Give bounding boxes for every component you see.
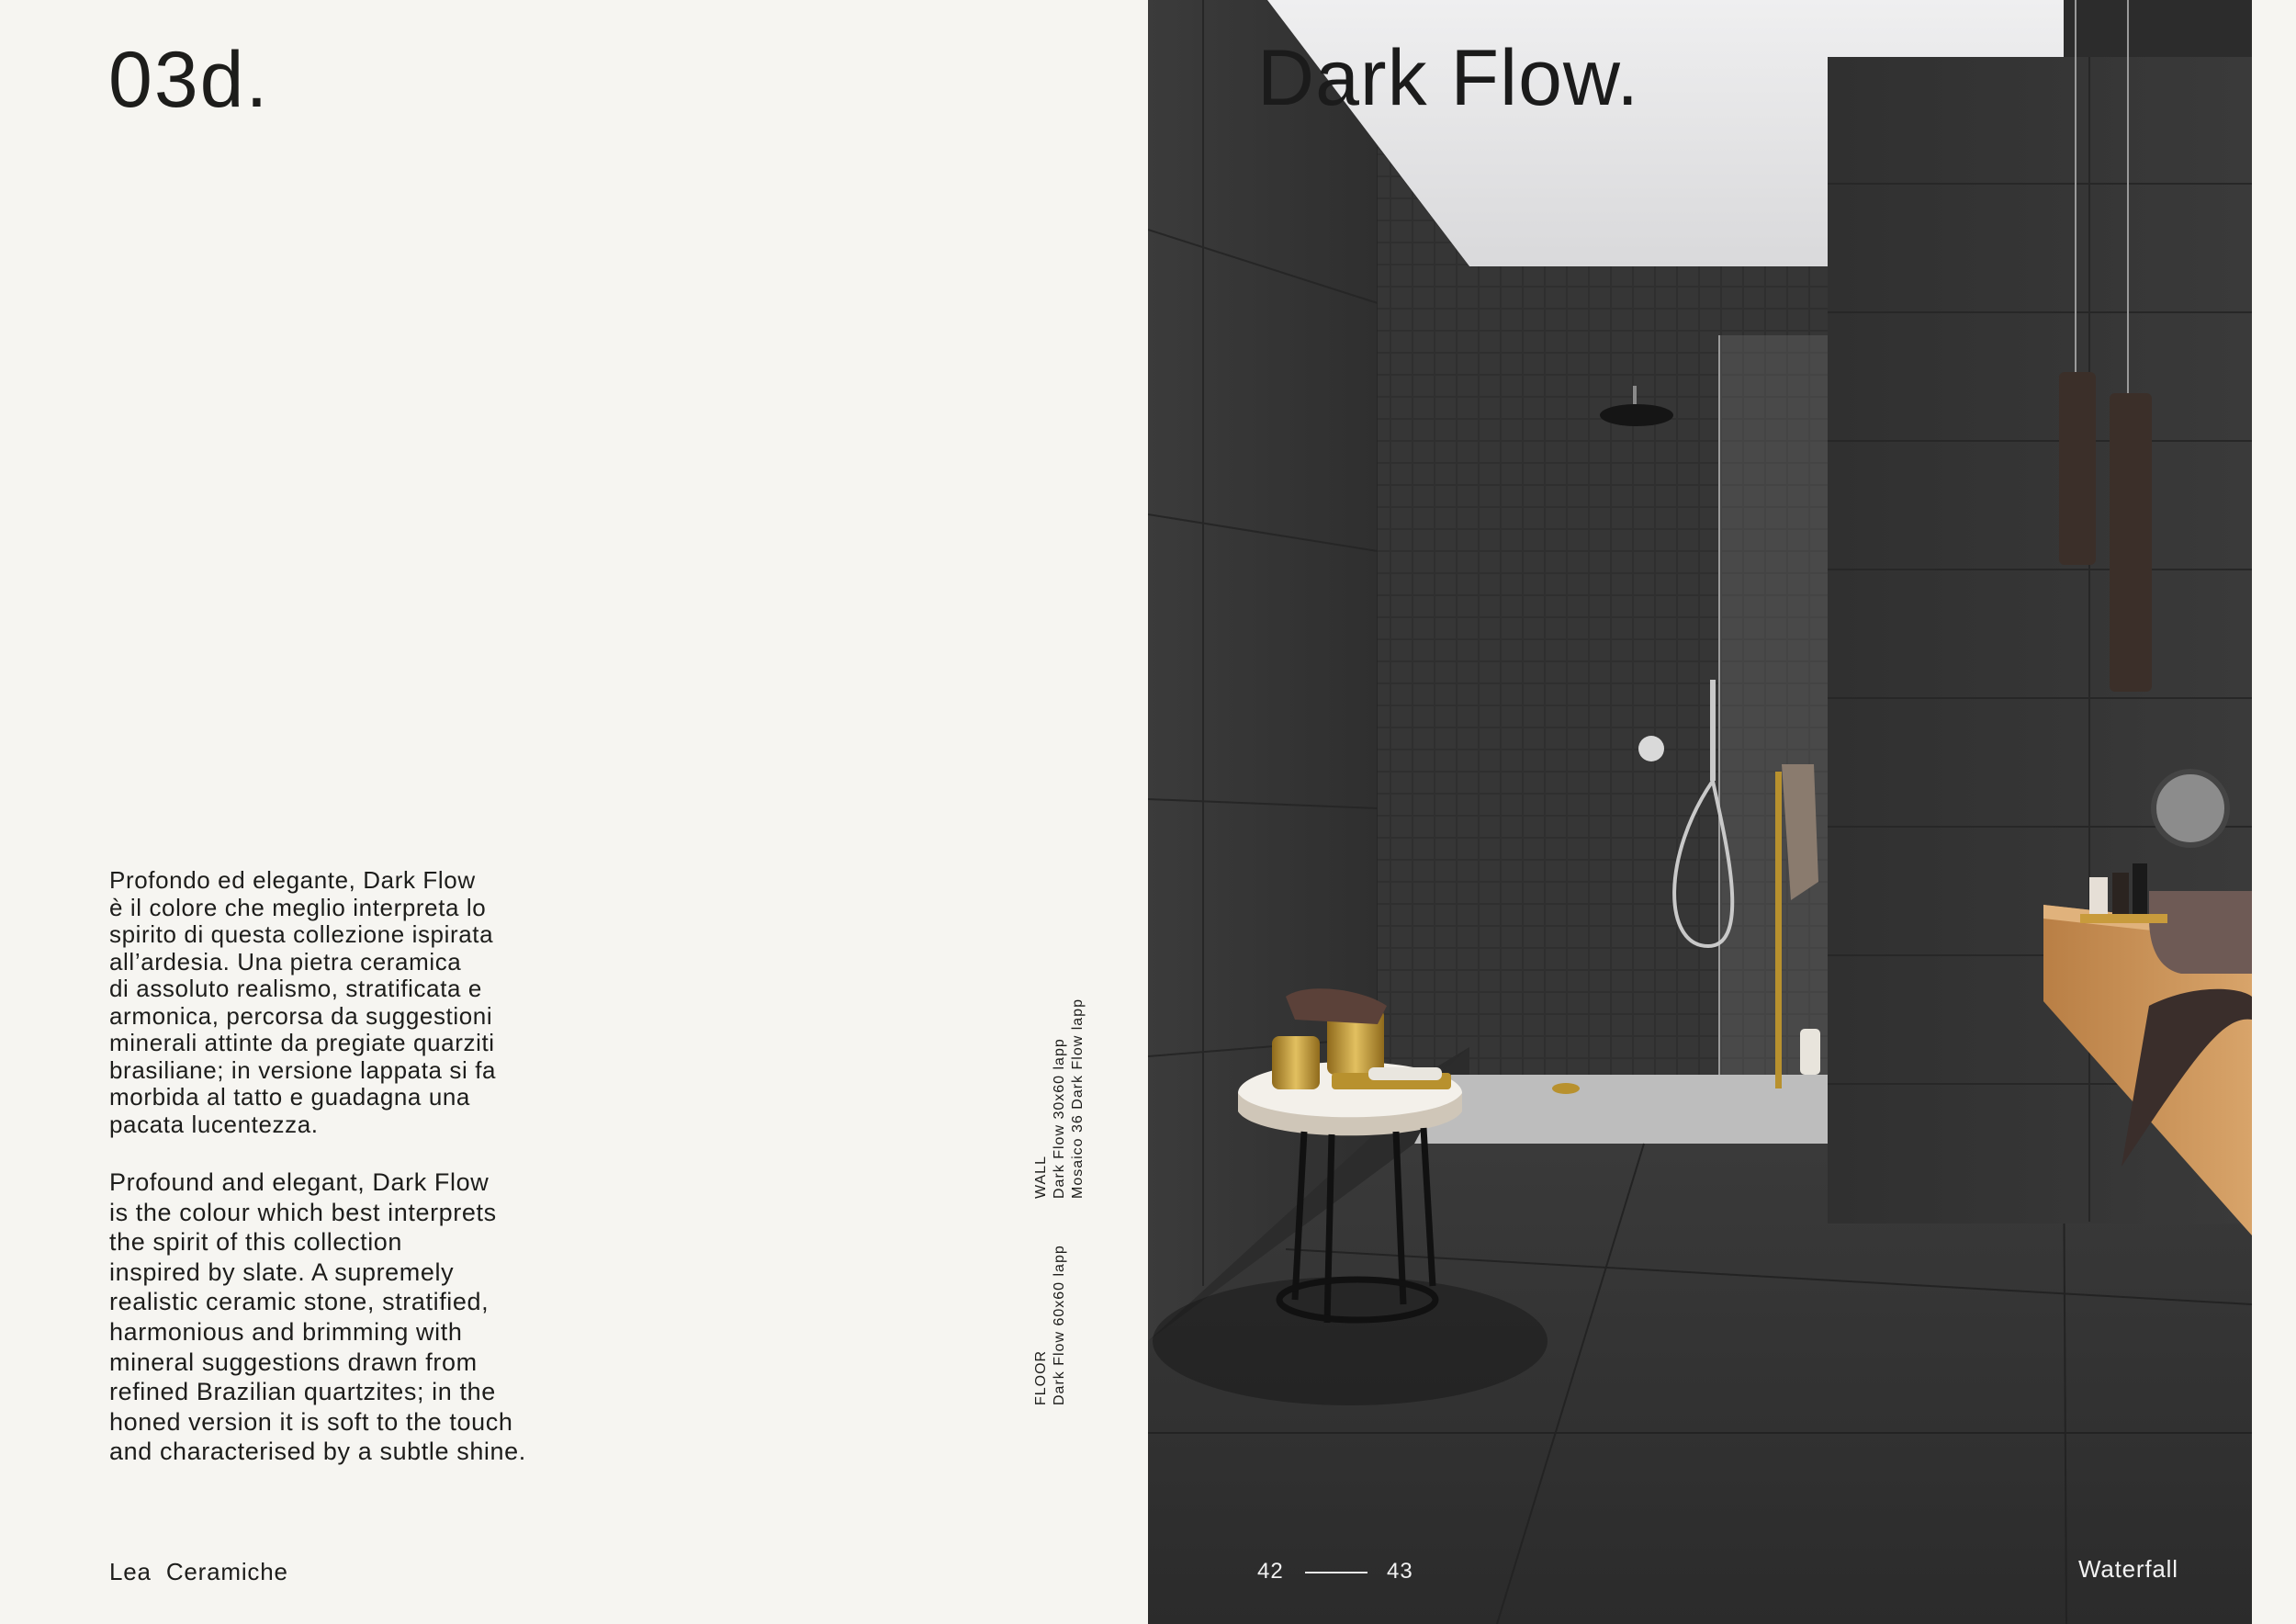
pendant-light-1 — [2059, 372, 2096, 565]
floor-caption — [1032, 1245, 1069, 1405]
gold-cup-1 — [1272, 1036, 1320, 1089]
shower-head — [1600, 404, 1673, 426]
pendant-light-2 — [2110, 393, 2152, 692]
brand-name: Lea Ceramiche — [109, 1558, 288, 1585]
page-number-right: 43 — [1387, 1559, 1413, 1584]
wall-caption — [1032, 998, 1087, 1199]
page-number-divider — [1305, 1572, 1367, 1573]
bathroom-photo — [1148, 0, 2252, 1624]
left-mosaic — [1378, 147, 1469, 1102]
page-number-left: 42 — [1257, 1559, 1284, 1584]
wall-caption-line2: Mosaico 36 Dark Flow lapp — [1070, 998, 1086, 1199]
bathroom-illustration — [1148, 0, 2252, 1624]
shower-floor — [1414, 1075, 1828, 1144]
round-mirror — [2154, 772, 2227, 845]
basin — [2149, 891, 2252, 974]
floor-caption-line1: Dark Flow 60x60 lapp — [1052, 1245, 1067, 1405]
page-title: Dark Flow. — [1257, 34, 1640, 122]
table-shadow — [1153, 1277, 1548, 1405]
description-italian: Profondo ed elegante, Dark Flow è il colore che meglio interpreta lo spirito di questa collezione ispirata all’ardesia. Una pietra ceramica di assoluto realismo, stratificata e armonica, percorsa da suggestioni minerali attinte da pregiate quarziti brasiliane; in versione lappata si fa morbida al tatto e guadagna una pacata lucentezza. — [109, 866, 497, 1138]
glass-panel — [1719, 335, 1828, 1144]
description-english: Profound and elegant, Dark Flow is the colour which best interprets the spirit of this collection inspired by slate. A supremely realistic ceramic stone, stratified, harmonious and brimming with mineral suggestions drawn from refined Brazilian quartzites; in the honed version it is soft to the touch and characterised by a subtle shine. — [109, 1168, 526, 1466]
mixer-valve — [1638, 736, 1664, 761]
collection-name: Waterfall — [2078, 1555, 2178, 1583]
wall-caption-label: WALL — [1033, 1156, 1049, 1199]
section-number: 03d. — [108, 36, 270, 124]
wall-caption-line1: Dark Flow 30x60 lapp — [1052, 1038, 1067, 1199]
right-margin — [2252, 0, 2296, 1624]
floor-caption-label: FLOOR — [1033, 1349, 1049, 1405]
